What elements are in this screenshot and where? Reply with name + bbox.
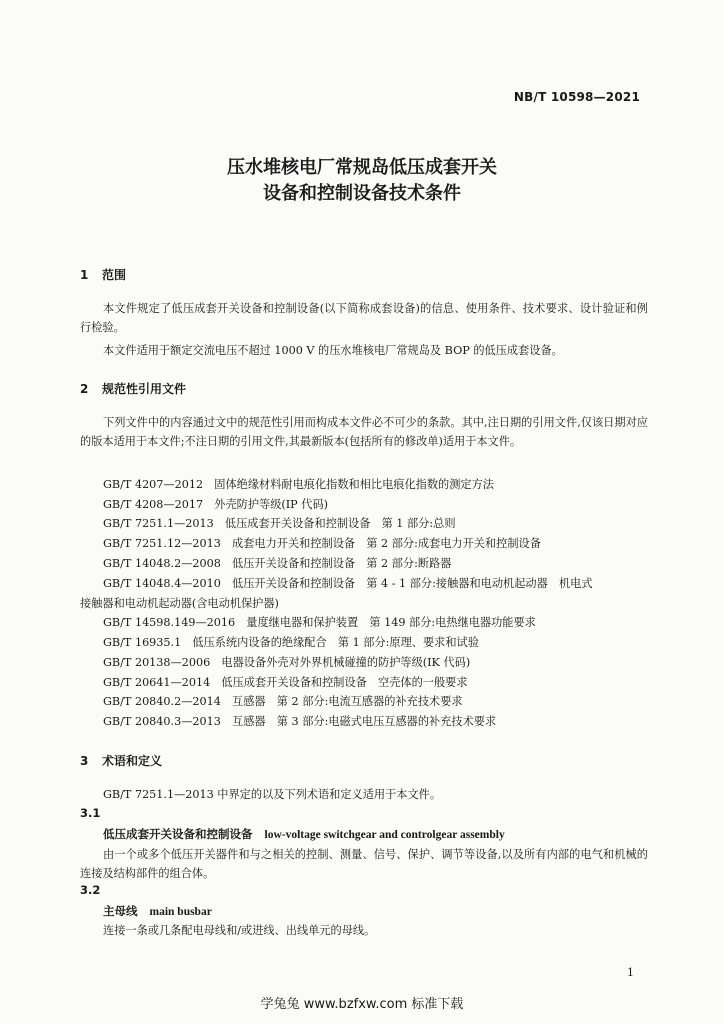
section-title: 规范性引用文件	[102, 382, 187, 396]
section-title: 范围	[102, 268, 127, 282]
section-number: 2	[80, 382, 89, 396]
reference-item: GB/T 20138—2006 电器设备外壳对外界机械碰撞的防护等级(IK 代码)	[103, 656, 471, 669]
reference-item: GB/T 4207—2012 固体绝缘材料耐电痕化指数和相比电痕化指数的测定方法	[103, 478, 494, 491]
term-number: 3.1	[80, 806, 101, 820]
reference-item: GB/T 14048.4—2010 低压开关设备和控制设备 第 4 - 1 部分:接触器和电动机起动器 机电式	[103, 577, 593, 590]
scope-paragraph-1: 本文件规定了低压成套开关设备和控制设备(以下简称成套设备)的信息、使用条件、技术要求、设计验证和例行检验。	[80, 302, 648, 334]
term-chinese: 低压成套开关设备和控制设备	[103, 827, 253, 841]
reference-item: GB/T 14048.2—2008 低压开关设备和控制设备 第 2 部分:断路器	[103, 557, 452, 570]
term-chinese: 主母线	[103, 904, 138, 918]
reference-item-continuation: 接触器和电动机起动器(含电动机保护器)	[80, 597, 279, 610]
term-definition: 连接一条或几条配电母线和/或进线、出线单元的母线。	[103, 924, 376, 937]
term-entry	[103, 903, 212, 919]
section-number: 1	[80, 268, 89, 282]
scope-paragraph-2: 本文件适用于额定交流电压不超过 1000 V 的压水堆核电厂常规岛及 BOP 的低压成套设备。	[103, 344, 563, 357]
reference-item: GB/T 14598.149—2016 量度继电器和保护装置 第 149 部分:电热继电器功能要求	[103, 616, 536, 629]
section-2-heading	[80, 380, 186, 397]
reference-item: GB/T 20641—2014 低压成套开关设备和控制设备 空壳体的一般要求	[103, 676, 468, 689]
section-1-heading	[80, 266, 126, 283]
term-english: low-voltage switchgear and controlgear assembly	[264, 829, 505, 841]
section-title: 术语和定义	[102, 754, 163, 768]
standard-number: NB/T 10598—2021	[513, 90, 640, 104]
term-entry	[103, 826, 505, 842]
reference-item: GB/T 16935.1 低压系统内设备的绝缘配合 第 1 部分:原理、要求和试验	[103, 636, 479, 649]
footer-watermark[interactable]: 学兔兔 www.bzfxw.com 标准下载	[260, 997, 464, 1012]
page-number: 1	[627, 966, 634, 979]
reference-item: GB/T 20840.3—2013 互感器 第 3 部分:电磁式电压互感器的补充技术要求	[103, 715, 497, 728]
reference-item: GB/T 20840.2—2014 互感器 第 2 部分:电流互感器的补充技术要求	[103, 695, 463, 708]
section-3-heading	[80, 752, 162, 769]
references-intro: 下列文件中的内容通过文中的规范性引用而构成本文件必不可少的条款。其中,注日期的引用文件,仅该日期对应的版本适用于本文件;不注日期的引用文件,其最新版本(包括所有的修改单)适用于本文件。	[80, 416, 648, 448]
section-number: 3	[80, 754, 89, 768]
terms-intro: GB/T 7251.1—2013 中界定的以及下列术语和定义适用于本文件。	[103, 788, 442, 801]
title-line-2: 设备和控制设备技术条件	[263, 183, 461, 204]
term-definition: 由一个或多个低压开关器件和与之相关的控制、测量、信号、保护、调节等设备,以及所有内部的电气和机械的连接及结构部件的组合体。	[80, 848, 648, 880]
reference-item: GB/T 4208—2017 外壳防护等级(IP 代码)	[103, 498, 328, 511]
title-line-1: 压水堆核电厂常规岛低压成套开关	[227, 157, 497, 178]
term-number: 3.2	[80, 883, 101, 897]
document-title	[0, 155, 724, 207]
reference-item: GB/T 7251.12—2013 成套电力开关和控制设备 第 2 部分:成套电力开关和控制设备	[103, 537, 541, 550]
reference-item: GB/T 7251.1—2013 低压成套开关设备和控制设备 第 1 部分:总则	[103, 517, 456, 530]
term-english: main busbar	[149, 906, 212, 918]
